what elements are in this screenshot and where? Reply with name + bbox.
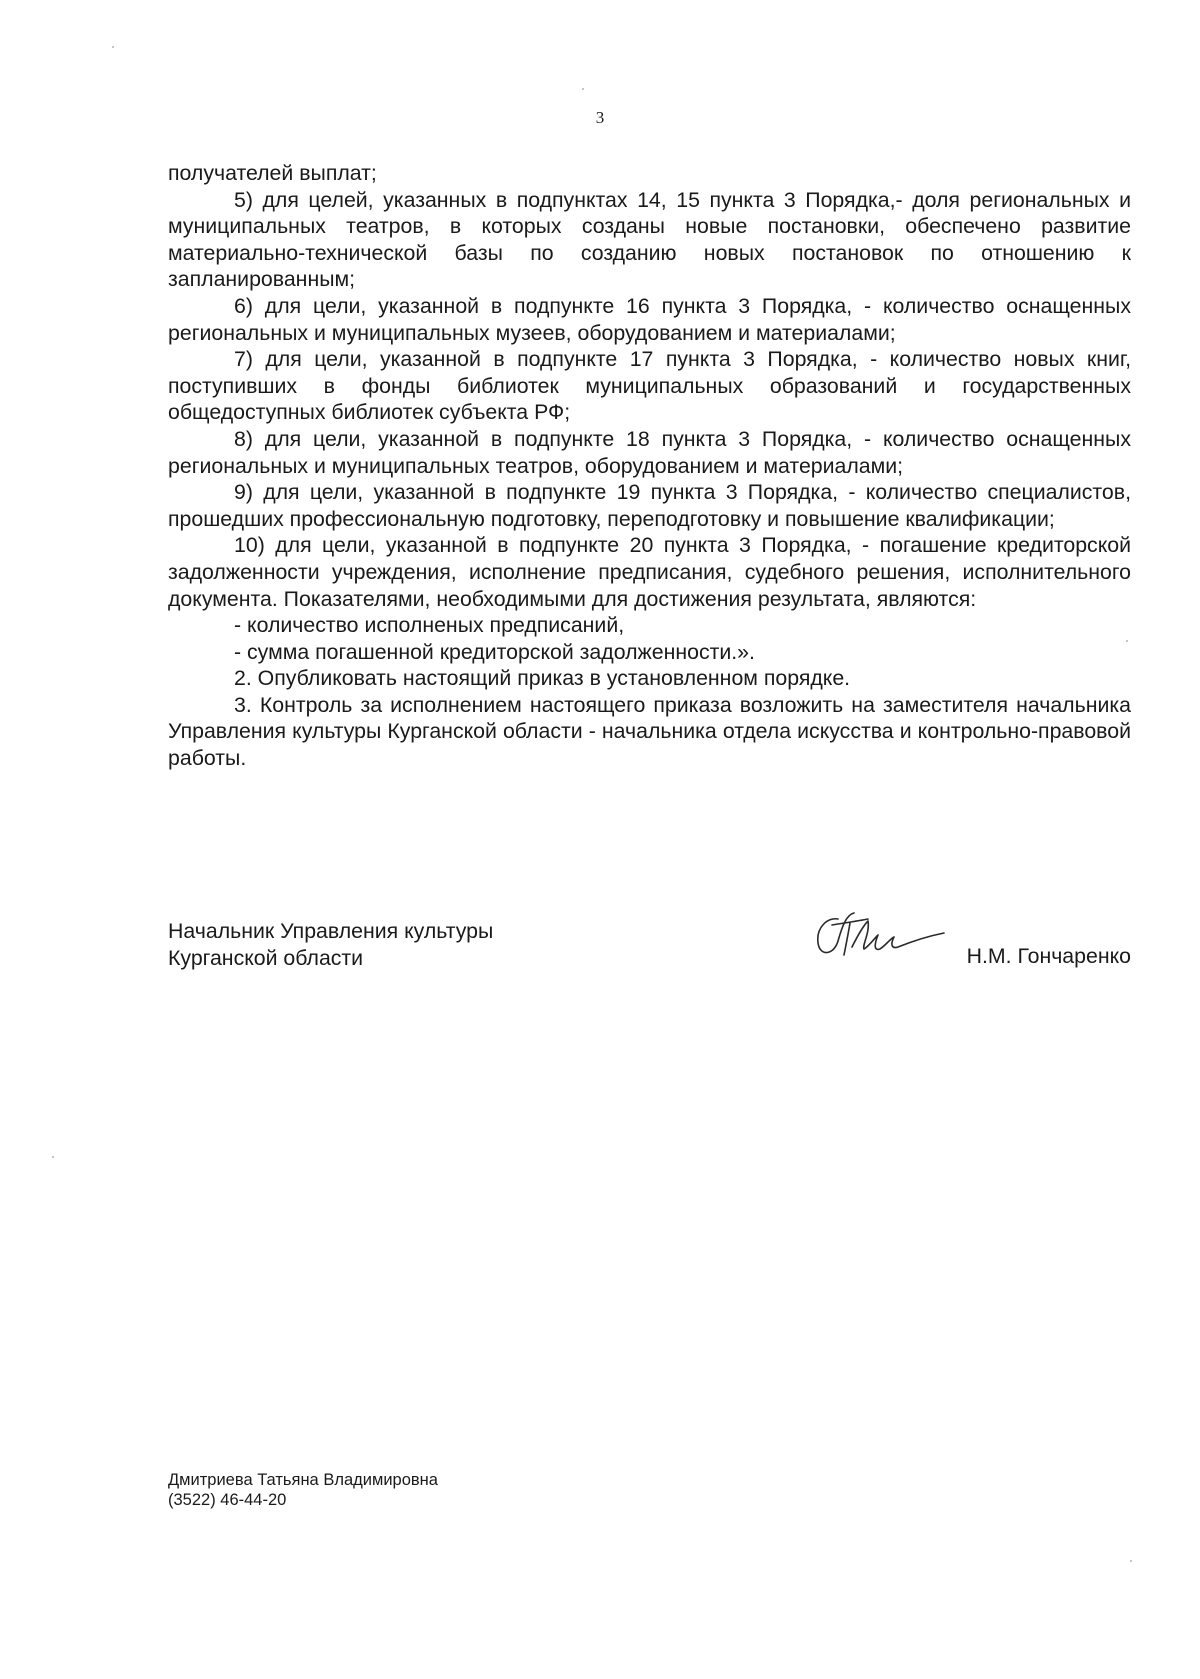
contact-phone: (3522) 46-44-20 [168, 1491, 287, 1509]
contact-info [168, 1470, 438, 1510]
paragraph-item-7: 7) для цели, указанной в подпункте 17 пункта 3 Порядка, - количество новых книг, поступивших в фонды библиотек муниципальных образований и государственных общедоступных библиотек субъекта РФ; [168, 347, 1131, 425]
list-item-indicator-1: - количество исполненых предписаний, [234, 613, 625, 638]
scan-speck [1130, 1560, 1132, 1562]
paragraph-clause-2: 2. Опубликовать настоящий приказ в установленном порядке. [234, 666, 851, 691]
list-item-indicator-2: - сумма погашенной кредиторской задолженности.». [234, 639, 755, 664]
scan-speck [52, 1156, 54, 1158]
handwritten-signature [808, 905, 946, 965]
paragraph-item-6: 6) для цели, указанной в подпункте 16 пункта 3 Порядка, - количество оснащенных региональных и муниципальных музеев, оборудованием и материалами; [168, 293, 1131, 345]
scan-speck [582, 88, 584, 90]
paragraph-item-5: 5) для целей, указанных в подпунктах 14, 15 пункта 3 Порядка,- доля региональных и муниципальных театров, в которых созданы новые постановки, обеспечено развитие материально-технической базы по созданию новых постановок по отношению к запланированным; [168, 187, 1131, 292]
paragraph-item-10: 10) для цели, указанной в подпункте 20 пункта 3 Порядка, - погашение кредиторской задолженности учреждения, исполнение предписания, судебного решения, исполнительного документа. Показателями, необходимыми для достижения результата, являются: [168, 533, 1131, 611]
scan-speck [1126, 640, 1128, 642]
page-number: 3 [595, 108, 605, 127]
signature-position-line1: Начальник Управления культуры [168, 919, 494, 943]
paragraph-item-9: 9) для цели, указанной в подпункте 19 пункта 3 Порядка, - количество специалистов, прошедших профессиональную подготовку, переподготовку и повышение квалификации; [168, 480, 1131, 531]
document-body [168, 160, 1131, 772]
contact-name: Дмитриева Татьяна Владимировна [168, 1471, 438, 1489]
signature-position [168, 918, 493, 972]
scan-speck [112, 46, 114, 48]
paragraph-clause-3: 3. Контроль за исполнением настоящего приказа возложить на заместителя начальника Управления культуры Курганской области - начальника отдела искусства и контрольно-правовой работы. [168, 692, 1131, 771]
paragraph-item-8: 8) для цели, указанной в подпункте 18 пункта 3 Порядка, - количество оснащенных региональных и муниципальных театров, оборудованием и материалами; [168, 426, 1131, 478]
signature-position-line2: Курганской области [168, 946, 364, 970]
paragraph-continuation: получателей выплат; [168, 161, 377, 185]
signer-name: Н.М. Гончаренко [966, 944, 1131, 968]
